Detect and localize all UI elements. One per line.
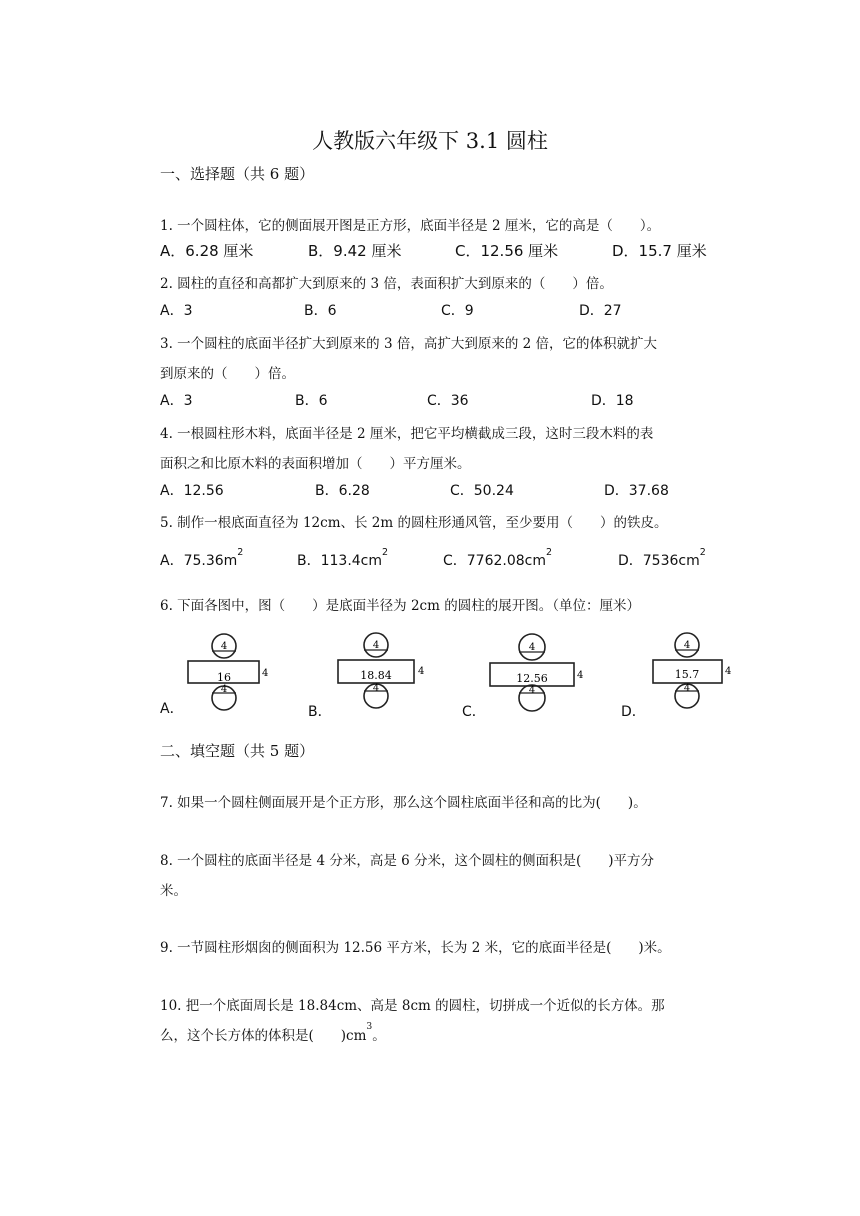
svg-text:4: 4: [262, 668, 269, 679]
question-5-stem: 5. 制作一根底面直径为 12cm、长 2m 的圆柱形通风管，至少要用（ ）的铁皮。: [160, 515, 668, 531]
q4-option-b: B．6.28: [315, 483, 370, 499]
q2-option-d: D．27: [579, 303, 622, 319]
q2-option-b: B．6: [304, 303, 337, 319]
question-7-stem: 7. 如果一个圆柱侧面展开是个正方形，那么这个圆柱底面半径和高的比为( )。: [160, 795, 647, 811]
page-title: 人教版六年级下 3.1 圆柱: [312, 129, 548, 153]
q5-option-d: D．$7536cm^2$: [618, 547, 706, 569]
q5-option-b: B．$113.4cm^2$: [297, 547, 389, 569]
svg-text:4: 4: [725, 666, 732, 677]
svg-text:15.7: 15.7: [674, 668, 700, 681]
q1-option-b: B．9.42 厘米: [308, 242, 402, 260]
q2-option-a: A．3: [160, 303, 193, 319]
figure-b-cylinder-net: [336, 632, 428, 710]
question-4-stem-line2: 面积之和比原木料的表面积增加（ ）平方厘米。: [160, 456, 471, 472]
q5-option-a: A．$75.36m^2$: [160, 547, 244, 569]
svg-text:16: 16: [217, 671, 231, 684]
section-heading-choice: 一、选择题（共 6 题）: [160, 165, 315, 183]
q4-option-d: D．37.68: [604, 483, 669, 499]
svg-text:4: 4: [418, 666, 425, 677]
q4-option-c: C．50.24: [450, 483, 514, 499]
q6-option-c: C．: [462, 704, 486, 720]
question-8-stem-line2: 米。: [160, 883, 187, 899]
figure-c-cylinder-net: [488, 632, 584, 712]
question-3-stem-line1: 3. 一个圆柱的底面半径扩大到原来的 3 倍，高扩大到原来的 2 倍，它的体积就扩大: [160, 336, 658, 352]
q1-option-d: D．15.7 厘米: [612, 242, 707, 260]
figure-d-cylinder-net: [651, 632, 735, 710]
q6-option-a: A．: [160, 701, 184, 717]
question-9-stem: 9. 一节圆柱形烟囱的侧面积为 12.56 平方米，长为 2 米，它的底面半径是( )米。: [160, 940, 671, 956]
svg-text:4: 4: [577, 670, 584, 681]
svg-text:4: 4: [528, 685, 536, 696]
svg-text:4: 4: [372, 683, 380, 694]
q4-option-a: A．12.56: [160, 483, 224, 499]
question-1-stem: 1. 一个圆柱体，它的侧面展开图是正方形，底面半径是 2 厘米，它的高是（ ）。: [160, 218, 661, 234]
question-8-stem-line1: 8. 一个圆柱的底面半径是 4 分米，高是 6 分米，这个圆柱的侧面积是( )平方分: [160, 853, 655, 869]
q1-option-c: C．12.56 厘米: [455, 242, 559, 260]
question-2-stem: 2. 圆柱的直径和高都扩大到原来的 3 倍，表面积扩大到原来的（ ）倍。: [160, 276, 613, 292]
question-3-stem-line2: 到原来的（ ）倍。: [160, 366, 295, 382]
figure-a-cylinder-net: [186, 631, 270, 713]
question-4-stem-line1: 4. 一根圆柱形木料，底面半径是 2 厘米，把它平均横截成三段，这时三段木料的表: [160, 426, 654, 442]
q3-option-d: D．18: [591, 393, 634, 409]
section-heading-fill-in: 二、填空题（共 5 题）: [160, 742, 315, 760]
svg-text:18.84: 18.84: [360, 669, 392, 682]
q6-option-b: B．: [308, 704, 332, 720]
q3-option-c: C．36: [427, 393, 469, 409]
q1-option-a: A．6.28 厘米: [160, 242, 254, 260]
question-10-stem-line1: 10. 把一个底面周长是 18.84cm、高是 8cm 的圆柱，切拼成一个近似的长方体。那: [160, 998, 665, 1014]
svg-text:12.56: 12.56: [516, 672, 548, 685]
q6-option-d: D．: [621, 704, 646, 720]
svg-text:4: 4: [683, 683, 691, 694]
question-10-stem-line2: 么，这个长方体的体积是( )$cm^3$。: [160, 1021, 386, 1044]
q3-option-b: B．6: [295, 393, 328, 409]
svg-text:4: 4: [683, 640, 691, 651]
q2-option-c: C．9: [441, 303, 474, 319]
svg-text:4: 4: [372, 640, 380, 651]
q5-option-c: C．$7762.08cm^2$: [443, 547, 553, 569]
svg-text:4: 4: [528, 642, 536, 653]
svg-text:4: 4: [220, 641, 228, 652]
svg-text:4: 4: [220, 684, 228, 695]
q3-option-a: A．3: [160, 393, 193, 409]
question-6-stem: 6. 下面各图中，图（ ）是底面半径为 2cm 的圆柱的展开图。（单位：厘米）: [160, 598, 640, 614]
